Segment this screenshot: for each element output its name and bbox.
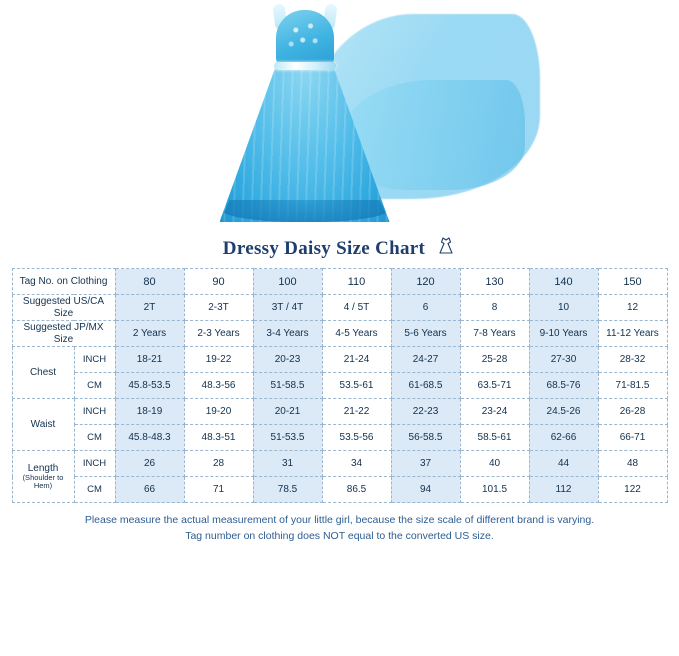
cell: 62-66 [529, 425, 598, 451]
cell: 120 [391, 269, 460, 295]
cell: 2T [115, 295, 184, 321]
cell: 21-24 [322, 347, 391, 373]
cell: 27-30 [529, 347, 598, 373]
cell: 10 [529, 295, 598, 321]
cell: 3-4 Years [253, 321, 322, 347]
row-label-us-ca-size: Suggested US/CA Size [12, 295, 115, 321]
cell: 48.3-51 [184, 425, 253, 451]
cell: 45.8-48.3 [115, 425, 184, 451]
unit-label-cm: CM [74, 425, 115, 451]
cell: 18-21 [115, 347, 184, 373]
table-row [12, 321, 667, 347]
cell: 4 / 5T [322, 295, 391, 321]
cell: 110 [322, 269, 391, 295]
cell: 7-8 Years [460, 321, 529, 347]
unit-label-inch: INCH [74, 399, 115, 425]
cell: 130 [460, 269, 529, 295]
table-row [12, 373, 667, 399]
cell: 53.5-61 [322, 373, 391, 399]
unit-label-cm: CM [74, 477, 115, 503]
cell: 51-58.5 [253, 373, 322, 399]
dress-icon [436, 236, 456, 262]
row-label-tag-no: Tag No. on Clothing [12, 269, 115, 295]
row-label-waist: Waist [12, 399, 74, 451]
cell: 25-28 [460, 347, 529, 373]
size-chart-table [12, 268, 668, 503]
cell: 66 [115, 477, 184, 503]
cell: 28-32 [598, 347, 667, 373]
dress-belt [274, 62, 336, 70]
unit-label-cm: CM [74, 373, 115, 399]
cell: 100 [253, 269, 322, 295]
cell: 53.5-56 [322, 425, 391, 451]
table-row [12, 451, 667, 477]
cell: 90 [184, 269, 253, 295]
dress-illustration [190, 0, 490, 228]
cell: 86.5 [322, 477, 391, 503]
cell: 22-23 [391, 399, 460, 425]
footnote-line-1: Please measure the actual measurement of your little girl, because the size scale of different brand is varying. [84, 514, 595, 526]
cell: 8 [460, 295, 529, 321]
table-row [12, 425, 667, 451]
cell: 18-19 [115, 399, 184, 425]
cell: 26-28 [598, 399, 667, 425]
cell: 45.8-53.5 [115, 373, 184, 399]
cell: 19-22 [184, 347, 253, 373]
footnote [12, 512, 667, 545]
cell: 140 [529, 269, 598, 295]
cell: 6 [391, 295, 460, 321]
chart-title [0, 228, 679, 268]
cell: 26 [115, 451, 184, 477]
unit-label-inch: INCH [74, 347, 115, 373]
cell: 68.5-76 [529, 373, 598, 399]
row-label-length [12, 451, 74, 503]
row-label-chest: Chest [12, 347, 74, 399]
cell: 24-27 [391, 347, 460, 373]
cell: 78.5 [253, 477, 322, 503]
cell: 11-12 Years [598, 321, 667, 347]
cell: 23-24 [460, 399, 529, 425]
row-label-length-sub: (Shoulder to Hem) [22, 473, 64, 491]
unit-label-inch: INCH [74, 451, 115, 477]
cell: 122 [598, 477, 667, 503]
table-row [12, 399, 667, 425]
cell: 3T / 4T [253, 295, 322, 321]
cell: 34 [322, 451, 391, 477]
cell: 9-10 Years [529, 321, 598, 347]
dress-bodice-embroidery [282, 16, 328, 56]
cell: 20-23 [253, 347, 322, 373]
cell: 71-81.5 [598, 373, 667, 399]
cell: 4-5 Years [322, 321, 391, 347]
cell: 71 [184, 477, 253, 503]
cell: 5-6 Years [391, 321, 460, 347]
cell: 21-22 [322, 399, 391, 425]
cell: 112 [529, 477, 598, 503]
cell: 51-53.5 [253, 425, 322, 451]
cell: 63.5-71 [460, 373, 529, 399]
cell: 150 [598, 269, 667, 295]
cell: 37 [391, 451, 460, 477]
cell: 19-20 [184, 399, 253, 425]
cell: 44 [529, 451, 598, 477]
cell: 40 [460, 451, 529, 477]
cell: 12 [598, 295, 667, 321]
chart-title-text: Dressy Daisy Size Chart [222, 238, 426, 259]
cell: 48.3-56 [184, 373, 253, 399]
cell: 101.5 [460, 477, 529, 503]
table-row [12, 347, 667, 373]
cell: 61-68.5 [391, 373, 460, 399]
cell: 28 [184, 451, 253, 477]
cell: 48 [598, 451, 667, 477]
cell: 31 [253, 451, 322, 477]
table-row [12, 295, 667, 321]
footnote-line-2: Tag number on clothing does NOT equal to the converted US size. [185, 530, 494, 543]
cell: 20-21 [253, 399, 322, 425]
cell: 80 [115, 269, 184, 295]
cell: 2-3T [184, 295, 253, 321]
table-row [12, 269, 667, 295]
row-label-length-text: Length [27, 462, 59, 474]
cell: 58.5-61 [460, 425, 529, 451]
cell: 94 [391, 477, 460, 503]
row-label-jp-mx-size: Suggested JP/MX Size [12, 321, 115, 347]
table-row [12, 477, 667, 503]
cell: 56-58.5 [391, 425, 460, 451]
cell: 24.5-26 [529, 399, 598, 425]
cell: 2 Years [115, 321, 184, 347]
product-photo [0, 0, 679, 228]
cell: 2-3 Years [184, 321, 253, 347]
cell: 66-71 [598, 425, 667, 451]
